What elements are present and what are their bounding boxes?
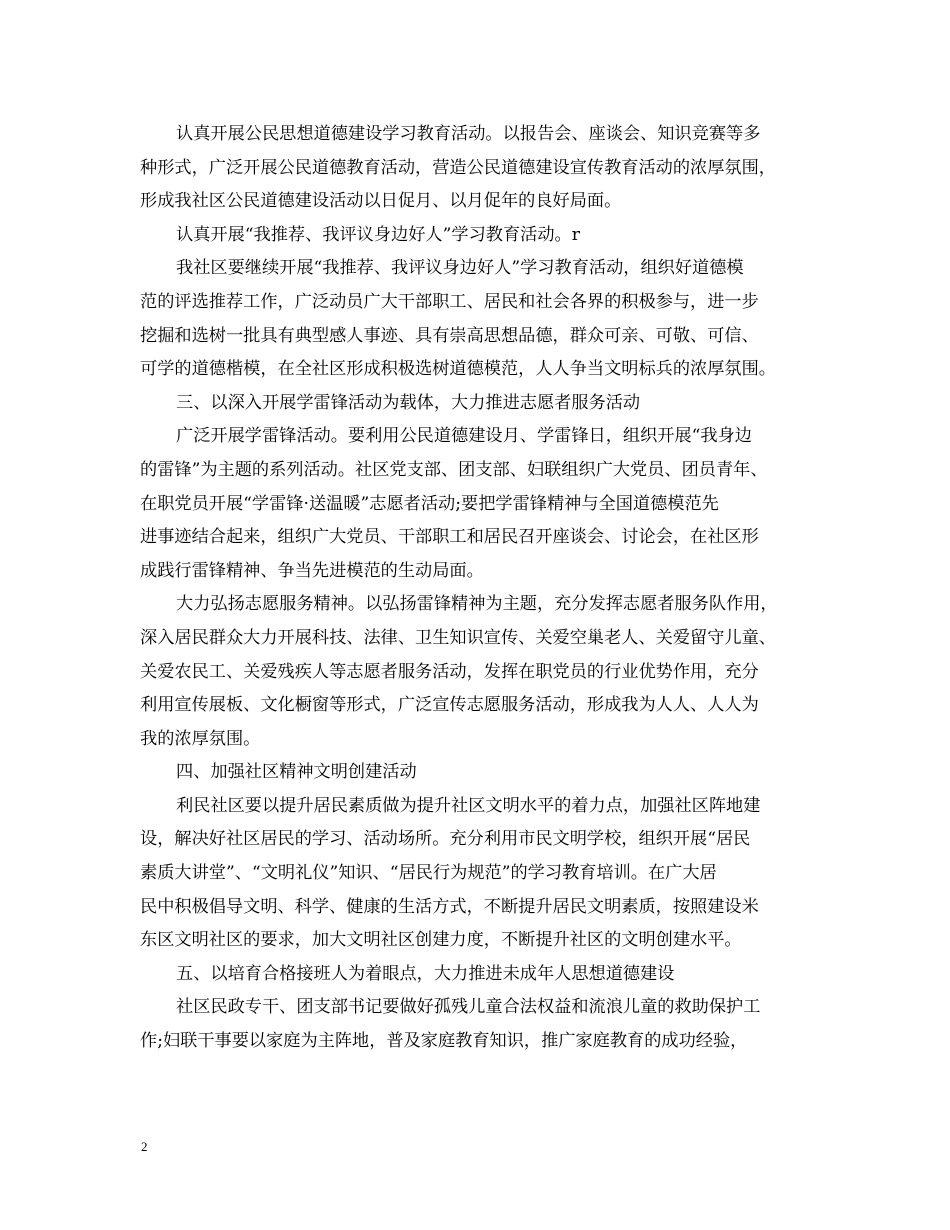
text-line: 成践行雷锋精神、争当先进模范的生动局面。: [140, 560, 484, 581]
text-line: 广泛开展学雷锋活动。要利用公民道德建设月、学雷锋日，组织开展“我身边: [176, 426, 752, 447]
section-heading: 四、加强社区精神文明创建活动: [176, 762, 417, 783]
text-line: 的雷锋”为主题的系列活动。社区党支部、团支部、妇联组织广大党员、团员青年、: [140, 459, 768, 480]
text-line: 民中积极倡导文明、科学、健康的生活方式，不断提升居民文明素质，按照建设米: [140, 896, 759, 917]
text-line: 作;妇联干事要以家庭为主阵地，普及家庭教育知识，推广家庭教育的成功经验，: [140, 1031, 748, 1052]
page-number: 2: [141, 1139, 148, 1154]
text-line: 大力弘扬志愿服务精神。以弘扬雷锋精神为主题，充分发挥志愿者服务队作用，: [176, 594, 778, 615]
text-line: 范的评选推荐工作，广泛动员广大干部职工、居民和社会各界的积极参与，进一步: [140, 291, 759, 312]
section-heading: 三、以深入开展学雷锋活动为载体，大力推进志愿者服务活动: [176, 392, 641, 413]
text-line: 认真开展公民思想道德建设学习教育活动。以报告会、座谈会、知识竞赛等多: [176, 124, 761, 144]
text-line: 素质大讲堂”、“文明礼仪”知识、“居民行为规范”的学习教育培训。在广大居: [140, 863, 717, 884]
document-body: [140, 118, 830, 1059]
text-line: 利用宣传展板、文化橱窗等形式，广泛宣传志愿服务活动，形成我为人人、人人为: [140, 695, 759, 716]
text-line: 我社区要继续开展“我推荐、我评议身边好人”学习教育活动，组织好道德模: [176, 258, 744, 279]
text-line: 种形式，广泛开展公民道德教育活动，营造公民道德建设宣传教育活动的浓厚氛围，: [140, 157, 776, 178]
text-line: 在职党员开展“学雷锋·送温暖”志愿者活动;要把学雷锋精神与全国道德模范先: [140, 493, 719, 514]
text-line: 东区文明社区的要求，加大文明社区创建力度，不断提升社区的文明创建水平。: [140, 930, 742, 951]
text-line: 挖掘和选树一批具有典型感人事迹、具有崇高思想品德，群众可亲、可敬、可信、: [140, 325, 759, 346]
text-line: 可学的道德楷模，在全社区形成积极选树道德模范，人人争当文明标兵的浓厚氛围。: [140, 359, 776, 380]
text-line: 设，解决好社区居民的学习、活动场所。充分利用市民文明学校，组织开展“居民: [140, 829, 751, 850]
text-line: 社区民政专干、团支部书记要做好孤残儿童合法权益和流浪儿童的救助保护工: [176, 997, 761, 1018]
text-line: 关爱农民工、关爱残疾人等志愿者服务活动，发挥在职党员的行业优势作用，充分: [140, 661, 759, 682]
text-line: 深入居民群众大力开展科技、法律、卫生知识宣传、关爱空巢老人、关爱留守儿童、: [140, 627, 776, 648]
text-line: 认真开展“我推荐、我评议身边好人”学习教育活动。r: [176, 224, 580, 245]
text-line: 我的浓厚氛围。: [140, 728, 261, 749]
text-line: 形成我社区公民道德建设活动以日促月、以月促年的良好局面。: [140, 191, 622, 212]
text-line: 利民社区要以提升居民素质做为提升社区文明水平的着力点，加强社区阵地建: [176, 795, 761, 816]
section-heading: 五、以培育合格接班人为着眼点，大力推进未成年人思想道德建设: [176, 963, 675, 984]
text-line: 进事迹结合起来，组织广大党员、干部职工和居民召开座谈会、讨论会，在社区形: [140, 527, 759, 548]
